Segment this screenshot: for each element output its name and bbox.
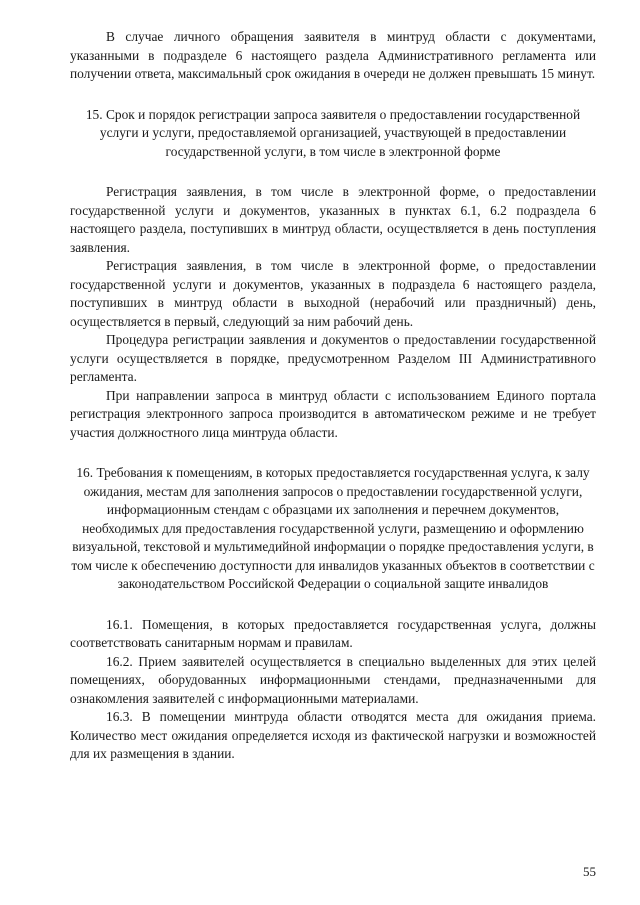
- paragraph-registration-portal: При направлении запроса в минтруд области с использованием Единого портала регистрация электронного запроса производится в автоматическом режиме и не требует участия должностного лица минтруда области.: [70, 387, 596, 440]
- paragraph-registration-procedure: Процедура регистрации заявления и документов о предоставлении государственной услуги осуществляется в порядке, предусмотренном Разделом III Административного регламента.: [70, 332, 596, 384]
- spacer: [70, 161, 596, 183]
- paragraph-16-2: 16.2. Прием заявителей осуществляется в специально выделенных для этих целей помещениях, оборудованных информационными стендами, предназначенными для ознакомления заявителей с информационными материалами.: [70, 653, 596, 706]
- paragraph-registration-same-day: Регистрация заявления, в том числе в электронной форме, о предоставлении государственной услуги и документов, указанных в пунктах 6.1, 6.2 подраздела 6 настоящего раздела, поступивших в минтруд области, осуществляется в день поступления заявления.: [70, 184, 596, 255]
- spacer: [70, 84, 596, 106]
- paragraph-16-1: 16.1. Помещения, в которых предоставляется государственная услуга, должны соответствовать санитарным нормам и правилам.: [70, 616, 596, 650]
- paragraph-registration-holiday: Регистрация заявления, в том числе в электронной форме, о предоставлении государственной услуги и документов, указанных в подраздела 6 настоящего раздела, поступивших в минтруд области в выходной (нерабочий или праздничный) день, осуществляется в первый, следующий за ним рабочий день.: [70, 258, 596, 329]
- section-heading-16: 16. Требования к помещениям, в которых предоставляется государственная услуга, к залу ожидания, местам для заполнения запросов о предоставлении государственной услуги, информационным стендам с образцами их заполнения и перечнем документов, необходимых для предоставления государственной услуги, размещению и оформлению визуальной, текстовой и мультимедийной информации о порядке предоставления услуги, в том числе к обеспечению доступности для инвалидов указанных объектов в соответствии с законодательством Российской Федерации о социальной защите инвалидов: [71, 465, 595, 591]
- document-page: [70, 28, 596, 764]
- section-heading-15: 15. Срок и порядок регистрации запроса заявителя о предоставлении государственной услуги и услуги, предоставляемой организацией, участвующей в предоставлении государственной услуги, в том числе в электронной форме: [85, 106, 581, 159]
- paragraph-waiting-time: В случае личного обращения заявителя в минтруд области с документами, указанными в подразделе 6 настоящего раздела Административного регламента или получении ответа, максимальный срок ожидания в очереди не должен превышать 15 минут.: [70, 29, 596, 81]
- paragraph-16-3: 16.3. В помещении минтруда области отводятся места для ожидания приема. Количество мест ожидания определяется исходя из фактической нагрузки и возможностей для их размещения в здании.: [70, 709, 596, 761]
- spacer: [70, 594, 596, 616]
- spacer: [70, 442, 596, 464]
- page-number: 55: [583, 864, 596, 879]
